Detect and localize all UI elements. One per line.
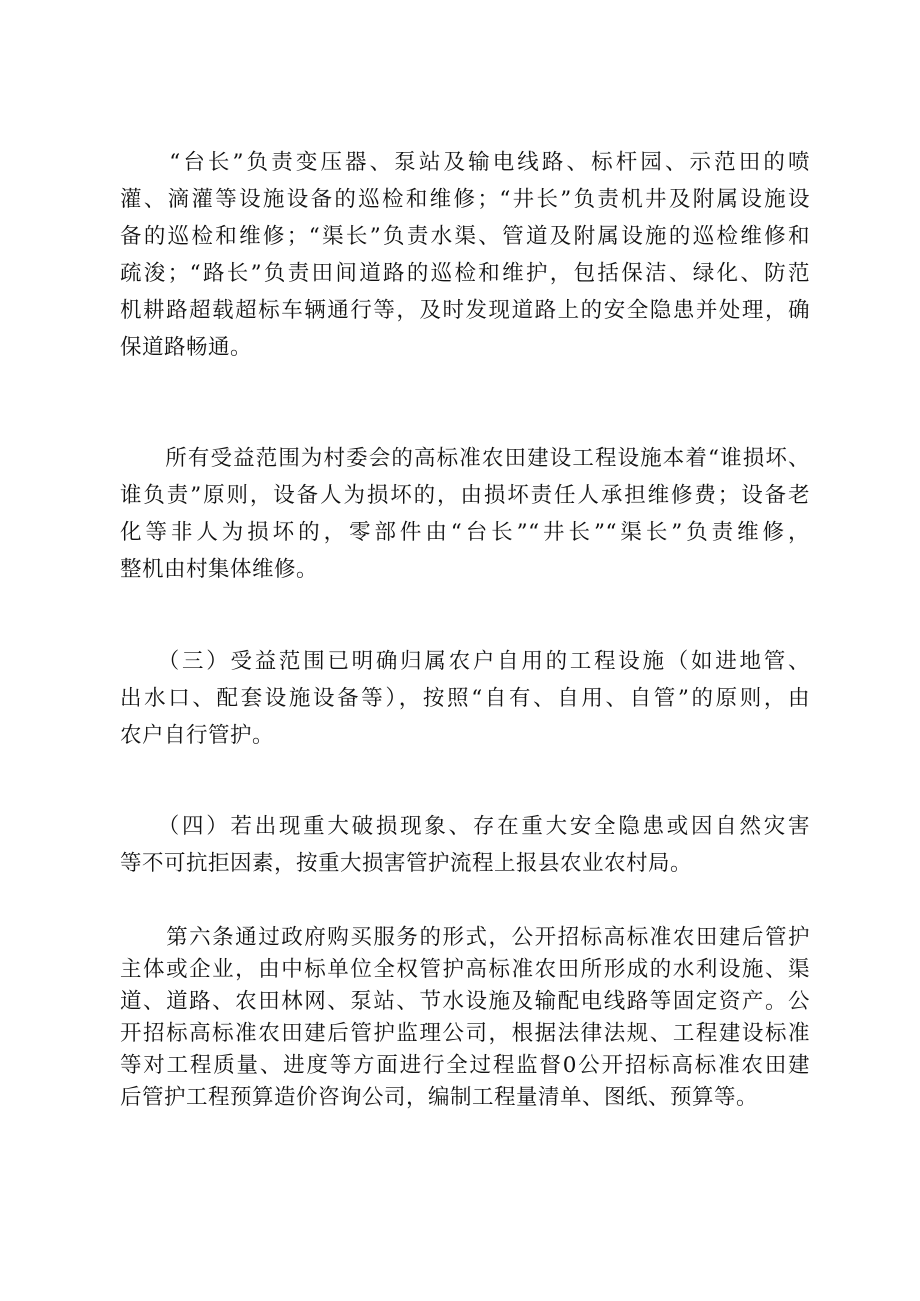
text-line: 农户自行管护。: [120, 723, 275, 748]
text-line: （三）受益范围已明确归属农户自用的工程设施（如进地管、: [120, 649, 810, 674]
text-line: （四）若出现重大破损现象、存在重大安全隐患或因自然灾害: [120, 814, 810, 839]
text-line: 备的巡检和维修；“渠长”负责水渠、管道及附属设施的巡检维修和: [120, 224, 810, 249]
text-line: 开招标高标准农田建后管护监理公司，根据法律法规、工程建设标准: [120, 1021, 810, 1046]
text-line: 等不可抗拒因素，按重大损害管护流程上报县农业农村局。: [120, 851, 693, 876]
text-line: 保道路畅通。: [120, 335, 253, 360]
paragraph-item-three: [120, 643, 810, 754]
text-line: 灌、滴灌等设施设备的巡检和维修；“井长”负责机井及附属设施设: [120, 187, 810, 212]
text-line: 化等非人为损坏的，零部件由“台长”“井长”“渠长”负责维修，: [120, 520, 810, 545]
text-line: 谁负责”原则，设备人为损坏的，由损坏责任人承担维修费；设备老: [120, 483, 810, 508]
text-line: 机耕路超载超标车辆通行等，及时发现道路上的安全隐患并处理，确: [120, 298, 810, 323]
paragraph-article-six: [120, 922, 810, 1114]
text-line: 所有受益范围为村委会的高标准农田建设工程设施本着“谁损坏、: [120, 446, 810, 471]
paragraph-duty-roles: [120, 144, 810, 366]
paragraph-item-four: [120, 808, 810, 882]
text-line: 后管护工程预算造价咨询公司，编制工程量清单、图纸、预算等。: [120, 1085, 759, 1110]
text-line: 主体或企业，由中标单位全权管护高标准农田所形成的水利设施、渠: [120, 957, 810, 982]
text-line: 等对工程质量、进度等方面进行全过程监督0公开招标高标准农田建: [120, 1053, 810, 1078]
text-line: “台长”负责变压器、泵站及输电线路、标杆园、示范田的喷: [120, 150, 810, 175]
paragraph-damage-responsibility: [120, 440, 810, 588]
text-line: 疏浚；“路长”负责田间道路的巡检和维护，包括保洁、绿化、防范: [120, 261, 810, 286]
text-line: 第六条通过政府购买服务的形式，公开招标高标准农田建后管护: [120, 925, 810, 950]
text-line: 道、道路、农田林网、泵站、节水设施及输配电线路等固定资产。公: [120, 989, 810, 1014]
text-line: 整机由村集体维修。: [120, 557, 319, 582]
text-line: 出水口、配套设施设备等），按照“自有、自用、自管”的原则，由: [120, 686, 810, 711]
